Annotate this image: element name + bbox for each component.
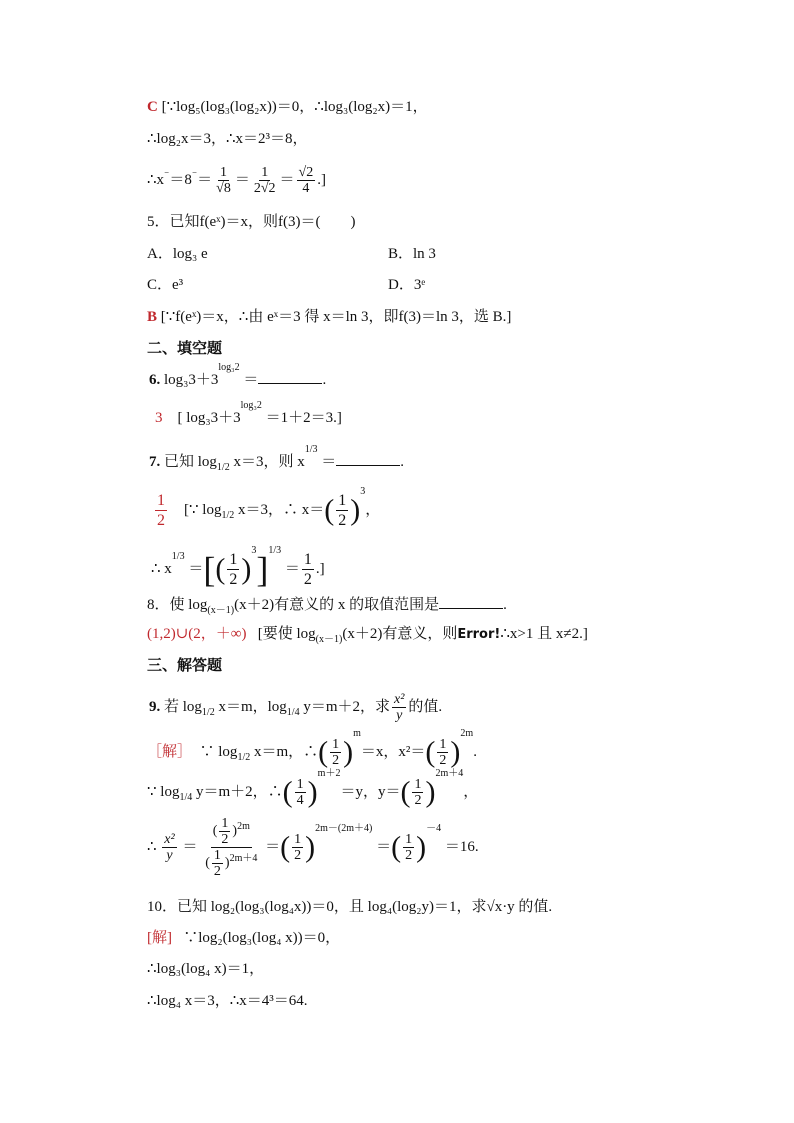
error-text: Error! [457, 627, 501, 642]
q9-question: 9. 若 $\log_{1/2} x=m$，$\log_{1/4} y=m+2$，求 $\frac{\text{x²}}{y}$ 的值. [149, 692, 443, 724]
q9-solution-label: ［解］ [147, 744, 193, 760]
q4-answer-line1 [147, 97, 428, 117]
section-heading-fill-in: 二、填空题 [147, 339, 223, 357]
answer-blank[interactable] [336, 453, 400, 466]
fraction: $\frac{1}{√8}$ [216, 165, 231, 197]
section-heading-solve: 三、解答题 [147, 656, 223, 674]
q7-answer-fraction: $\frac{1}{2}$ [157, 492, 165, 530]
q5-answer-letter: B [147, 309, 158, 325]
q7-answer-line1: $\frac{1}{2}$ [∵ $\log_{1/2} x=3$，∴ x＝( $\frac{1}{2}$ )$^3$， [157, 486, 381, 530]
q7-answer-line2: ∴ $x^{1/3}$ ＝[( $\frac{1}{2}$ )$^3$]$^{1/3}$ ＝ $\frac{1}{2}$ .] [151, 545, 325, 590]
q8-answer: (1,2)∪(2，＋∞) [147, 626, 247, 642]
q10-question: 10．已知 log₂(log₃(log₄x))＝0，且 log₄(log₂y)＝1，求√x·y 的值. [147, 899, 553, 915]
q10-solution-line1: [解] ∵log₂(log₃(log₄ x))＝0， [147, 930, 341, 946]
q4-explanation-line2: ∴log₂x＝3，∴x＝2³＝8， [147, 131, 308, 147]
q10-solution-line2: ∴log₃(log₄ x)＝1， [147, 961, 265, 977]
q4-answer-letter: C [147, 99, 158, 115]
q6-answer-line: 3 [ $\log_33+3^{log_32} =1+2=3$.] [155, 400, 342, 426]
q10-solution-line3: ∴log₄ x＝3，∴x＝4³＝64. [147, 993, 308, 1009]
answer-blank[interactable] [439, 596, 503, 609]
q9-solution-line3: ∴ $\frac{\text{x²}}{y}$ ＝ ( $\frac{1}{2}$ )$^{2m}$ ( $\frac{1}{2}$ )$^{2m+4}$ ＝( $\frac{1}{2}$ )$^{2m-(2m+4)}$ ＝( $\frac{1}{2}$ )$^{-4}$ ＝16. [147, 816, 479, 880]
q6-answer: 3 [155, 410, 163, 426]
q5-option-d: D．3ᵉ [388, 277, 426, 293]
q7-question: 7. 已知 $\log_{1/2} x=3$，则 $x^{1/3}$ ＝ . [149, 444, 405, 473]
q8-question: 8．使 $\log_{(x-1)}(x+2)$有意义的 x 的取值范围是 . [147, 597, 507, 616]
q5-answer-line [147, 307, 511, 327]
q4-explanation-line1: [∵log₅(log₃(log₂x))＝0，∴log₃(log₂x)＝1， [161, 99, 428, 115]
fraction: $\frac{1}{2√2}$ [253, 165, 276, 197]
q5-explanation: [∵f(eˣ)＝x，∴由 eˣ＝3 得 x＝ln 3，即f(3)＝ln 3，选 B.] [160, 309, 512, 325]
q9-compound-fraction: ( $\frac{1}{2}$ )$^{2m}$ ( $\frac{1}{2}$ )$^{2m+4}$ [205, 816, 258, 880]
q8-answer-line: (1,2)∪(2，＋∞) [要使 $\log_{(x-1)}(x+2)$有意义，则Error!∴x>1 且 x≠2.] [147, 626, 588, 645]
q4-explanation-line3: ∴x⁻＝8⁻＝ $\frac{1}{√8}$ ＝ $\frac{1}{2√2}$ ＝ $\frac{√2}{4}$ .] [147, 165, 326, 197]
q6-question: 6. $\log_33+3^{log_32}$ ＝ . [149, 362, 327, 388]
q9-solution-line2: ∵ $\log_{1/4} y=m+2$，∴( $\frac{1}{4}$ )$^{m+2}$＝y，y＝( $\frac{1}{2}$ )$^{2m+4}$， [147, 768, 479, 809]
answer-blank[interactable] [258, 371, 322, 384]
q5-question: 5．已知f(eˣ)＝x，则f(3)＝( ) [147, 214, 356, 230]
q5-option-c: C．e³ [147, 277, 184, 293]
q9-solution-line1: ［解］ ∵ $\log_{1/2} x=m$，∴( $\frac{1}{2}$ )$^m$＝x，x²＝( $\frac{1}{2}$ )$^{2m}$. [147, 728, 477, 769]
q5-option-a: A．log₃ e [147, 246, 208, 262]
q5-option-b: B．ln 3 [388, 246, 436, 262]
q10-solution-label: [解] [147, 930, 172, 946]
fraction: $\frac{√2}{4}$ [298, 165, 314, 197]
